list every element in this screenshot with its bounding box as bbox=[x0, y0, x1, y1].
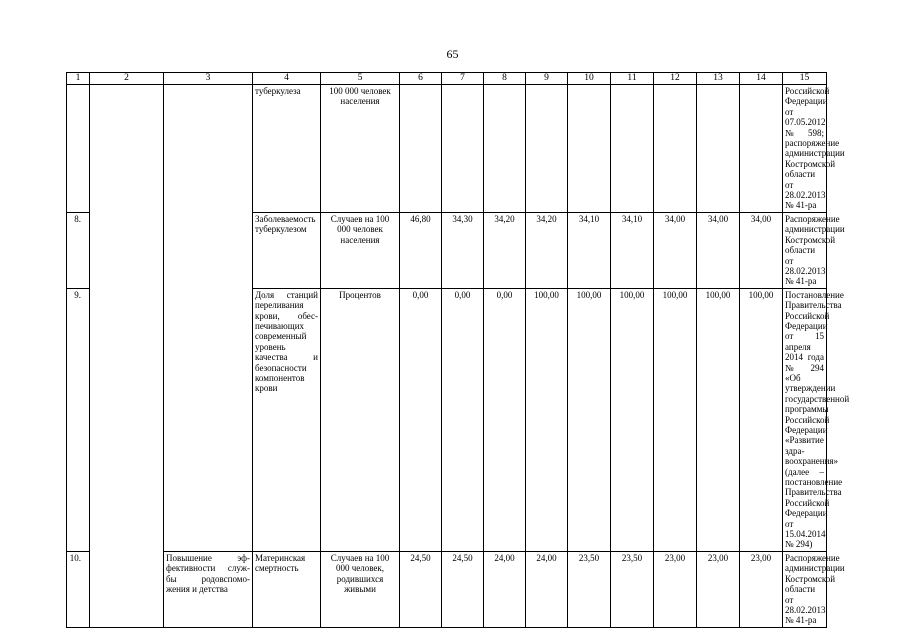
header-cell: 8 bbox=[484, 73, 526, 85]
unit-cell: Случаев на 100 000 человек, родившихся живыми bbox=[321, 551, 400, 627]
value-cell: 24,50 bbox=[442, 551, 484, 627]
value-cell bbox=[654, 85, 697, 213]
value-cell bbox=[442, 85, 484, 213]
basis-cell: Российской Федерации от 07.05.2012 № 598; распоряжение администрации Костромской области от 28.02.2013 № 41-ра bbox=[783, 85, 827, 213]
value-cell bbox=[526, 85, 568, 213]
header-cell: 2 bbox=[90, 73, 164, 85]
basis-cell: Распоряжение администрации Костромской области от 28.02.2013 № 41-ра bbox=[783, 551, 827, 627]
header-cell: 14 bbox=[740, 73, 783, 85]
value-cell: 34,00 bbox=[654, 212, 697, 288]
value-cell: 23,00 bbox=[740, 551, 783, 627]
value-cell: 0,00 bbox=[442, 288, 484, 551]
value-cell: 34,10 bbox=[568, 212, 611, 288]
task-cell: Повышение эф-фективности служ-бы родовспомо-жения и детства bbox=[164, 551, 253, 627]
value-cell: 34,20 bbox=[526, 212, 568, 288]
indicator-name: Заболеваемость туберкулезом bbox=[253, 212, 321, 288]
header-cell: 10 bbox=[568, 73, 611, 85]
value-cell: 24,00 bbox=[484, 551, 526, 627]
row-number: 8. bbox=[67, 212, 90, 288]
header-cell: 4 bbox=[253, 73, 321, 85]
header-row bbox=[67, 73, 827, 85]
value-cell: 34,00 bbox=[740, 212, 783, 288]
indicator-name: Материнская смертность bbox=[253, 551, 321, 627]
indicator-name: Доля станций переливания крови, обес-печивающих современный уровень качества и безопасности компонентов крови bbox=[253, 288, 321, 551]
value-cell: 100,00 bbox=[740, 288, 783, 551]
table-row bbox=[67, 85, 827, 213]
value-cell: 34,00 bbox=[697, 212, 740, 288]
value-cell bbox=[697, 85, 740, 213]
program-cell bbox=[90, 85, 164, 628]
value-cell: 100,00 bbox=[568, 288, 611, 551]
unit-cell: 100 000 человек населения bbox=[321, 85, 400, 213]
value-cell: 100,00 bbox=[654, 288, 697, 551]
value-cell: 100,00 bbox=[697, 288, 740, 551]
row-number bbox=[67, 85, 90, 213]
header-cell: 12 bbox=[654, 73, 697, 85]
value-cell: 100,00 bbox=[526, 288, 568, 551]
value-cell: 24,50 bbox=[400, 551, 442, 627]
header-cell: 5 bbox=[321, 73, 400, 85]
value-cell bbox=[740, 85, 783, 213]
value-cell: 34,30 bbox=[442, 212, 484, 288]
value-cell: 100,00 bbox=[611, 288, 654, 551]
header-cell: 15 bbox=[783, 73, 827, 85]
unit-cell: Процентов bbox=[321, 288, 400, 551]
header-cell: 9 bbox=[526, 73, 568, 85]
value-cell: 23,50 bbox=[611, 551, 654, 627]
data-table bbox=[66, 72, 850, 628]
header-cell: 6 bbox=[400, 73, 442, 85]
header-cell: 3 bbox=[164, 73, 253, 85]
header-cell: 1 bbox=[67, 73, 90, 85]
header-cell: 13 bbox=[697, 73, 740, 85]
value-cell: 24,00 bbox=[526, 551, 568, 627]
value-cell: 46,80 bbox=[400, 212, 442, 288]
row-number: 9. bbox=[67, 288, 90, 551]
value-cell: 23,00 bbox=[697, 551, 740, 627]
value-cell: 0,00 bbox=[484, 288, 526, 551]
value-cell: 34,20 bbox=[484, 212, 526, 288]
basis-cell: Постановление Правительства Российской Федерации от 15 апреля 2014 года № 294 «Об утверждении государственной программы Российской Федерации «Развитие здра-воохранения» (далее – постановление Правительства Российской Федерации от 15.04.2014 № 294) bbox=[783, 288, 827, 551]
value-cell: 0,00 bbox=[400, 288, 442, 551]
value-cell bbox=[611, 85, 654, 213]
header-cell: 11 bbox=[611, 73, 654, 85]
task-cell bbox=[164, 85, 253, 552]
value-cell: 23,50 bbox=[568, 551, 611, 627]
page-number: 65 bbox=[446, 47, 459, 61]
unit-cell: Случаев на 100 000 человек населения bbox=[321, 212, 400, 288]
table-row bbox=[67, 551, 827, 627]
basis-cell: Распоряжение администрации Костромской области от 28.02.2013 № 41-ра bbox=[783, 212, 827, 288]
value-cell bbox=[484, 85, 526, 213]
value-cell bbox=[400, 85, 442, 213]
header-cell: 7 bbox=[442, 73, 484, 85]
indicator-name: туберкулеза bbox=[253, 85, 321, 213]
value-cell bbox=[568, 85, 611, 213]
value-cell: 34,10 bbox=[611, 212, 654, 288]
row-number: 10. bbox=[67, 551, 90, 627]
value-cell: 23,00 bbox=[654, 551, 697, 627]
